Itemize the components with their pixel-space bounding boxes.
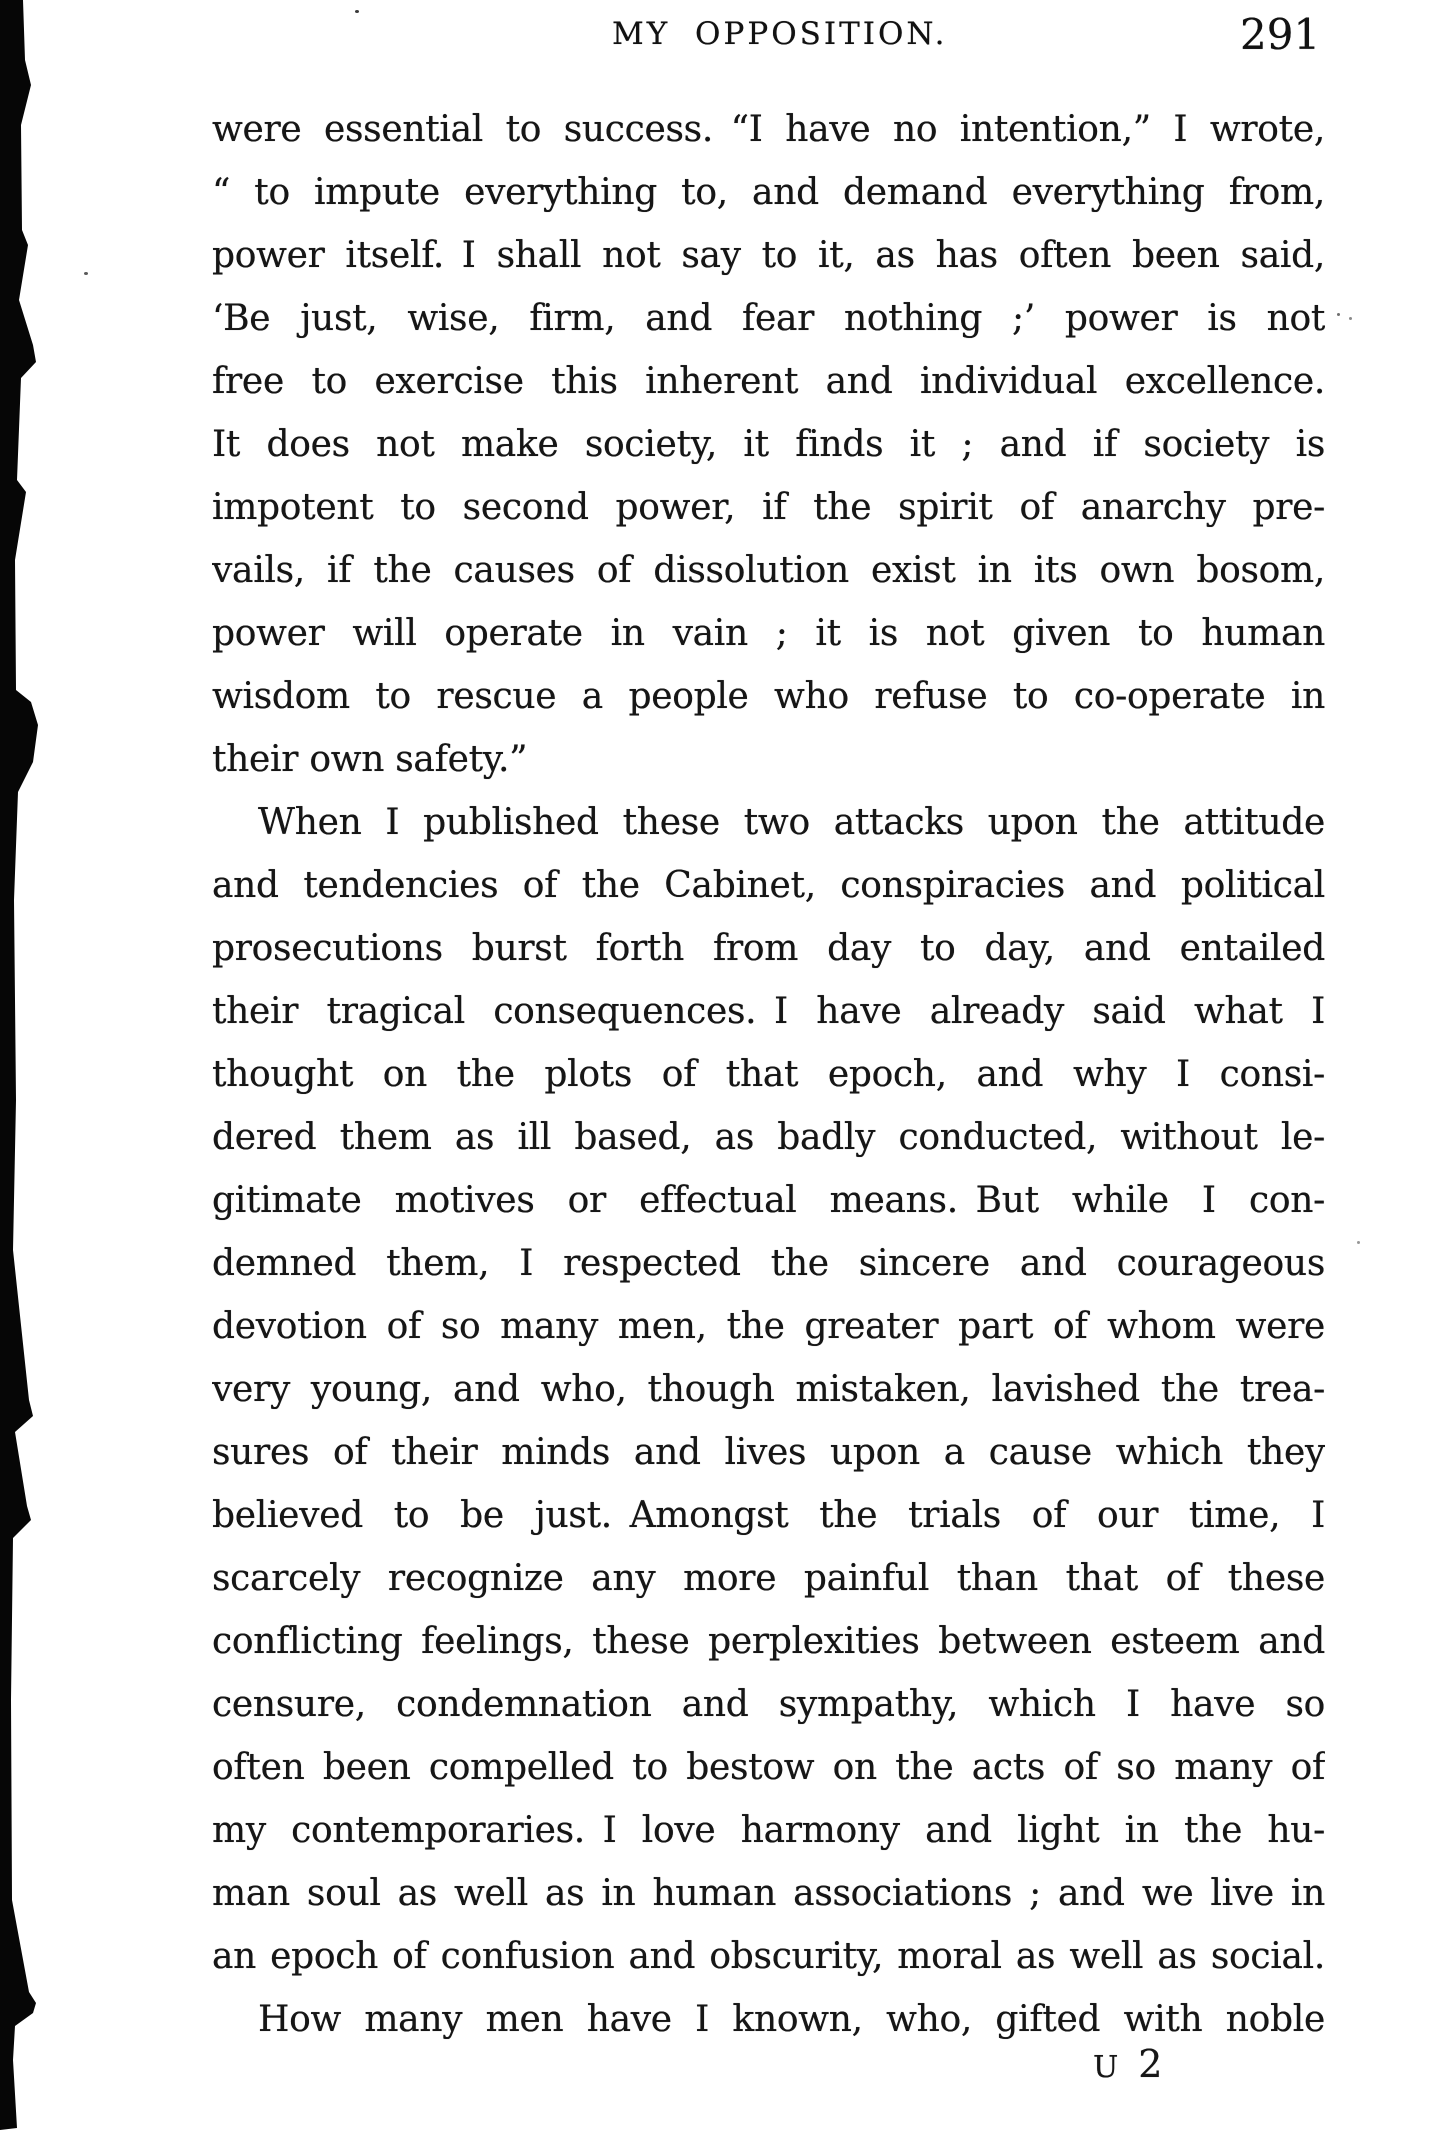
ink-speck <box>1357 1241 1360 1244</box>
text-line: very young, and who, though mistaken, lavished the trea- <box>212 1369 1325 1410</box>
text-line: gitimate motives or effectual means. But while I con- <box>212 1180 1325 1221</box>
text-line: believed to be just. Amongst the trials of our time, I <box>212 1495 1325 1536</box>
text-line: ‘Be just, wise, firm, and fear nothing ;’ power is not <box>212 298 1325 339</box>
text-line: How many men have I known, who, gifted with noble <box>258 1999 1325 2040</box>
text-line: “ to impute everything to, and demand everything from, <box>212 172 1325 213</box>
ink-speck <box>84 272 88 275</box>
text-line: It does not make society, it finds it ; and if society is <box>212 424 1325 465</box>
body-text <box>212 98 1325 2051</box>
text-line: my contemporaries. I love harmony and light in the hu- <box>212 1810 1325 1851</box>
text-line: scarcely recognize any more painful than that of these <box>212 1558 1325 1599</box>
text-line: prosecutions burst forth from day to day, and entailed <box>212 928 1325 969</box>
running-title: MY OPPOSITION. <box>612 16 948 52</box>
text-line: dered them as ill based, as badly conducted, without le- <box>212 1117 1325 1158</box>
text-line: devotion of so many men, the greater part of whom were <box>212 1306 1325 1347</box>
text-line: demned them, I respected the sincere and courageous <box>212 1243 1325 1284</box>
text-line: an epoch of confusion and obscurity, moral as well as social. <box>212 1936 1325 1977</box>
text-line: impotent to second power, if the spirit of anarchy pre- <box>212 487 1325 528</box>
text-line: their tragical consequences. I have already said what I <box>212 991 1325 1032</box>
text-line: sures of their minds and lives upon a cause which they <box>212 1432 1325 1473</box>
signature-letter: U <box>1093 2050 1119 2085</box>
text-line: power will operate in vain ; it is not given to human <box>212 613 1325 654</box>
text-line: and tendencies of the Cabinet, conspiracies and political <box>212 865 1325 906</box>
page-number: 291 <box>1240 10 1321 59</box>
text-line: censure, condemnation and sympathy, which I have so <box>212 1684 1325 1725</box>
text-line: conflicting feelings, these perplexities between esteem and <box>212 1621 1325 1662</box>
ink-speck <box>1349 317 1352 320</box>
signature-mark <box>1093 2042 1162 2086</box>
text-line: often been compelled to bestow on the acts of so many of <box>212 1747 1325 1788</box>
text-line: free to exercise this inherent and individual excellence. <box>212 361 1325 402</box>
text-line: vails, if the causes of dissolution exist in its own bosom, <box>212 550 1325 591</box>
text-line: When I published these two attacks upon the attitude <box>258 802 1325 843</box>
text-line: were essential to success. “I have no intention,” I wrote, <box>212 109 1325 150</box>
text-line: power itself. I shall not say to it, as has often been said, <box>212 235 1325 276</box>
text-line: thought on the plots of that epoch, and why I consi- <box>212 1054 1325 1095</box>
binding-edge <box>0 0 60 2130</box>
text-line: their own safety.” <box>212 739 528 780</box>
text-line: wisdom to rescue a people who refuse to co-operate in <box>212 676 1325 717</box>
ink-speck <box>1337 313 1340 316</box>
ink-speck <box>355 10 359 13</box>
signature-number: 2 <box>1138 2042 1163 2086</box>
text-line: man soul as well as in human associations ; and we live in <box>212 1873 1325 1914</box>
